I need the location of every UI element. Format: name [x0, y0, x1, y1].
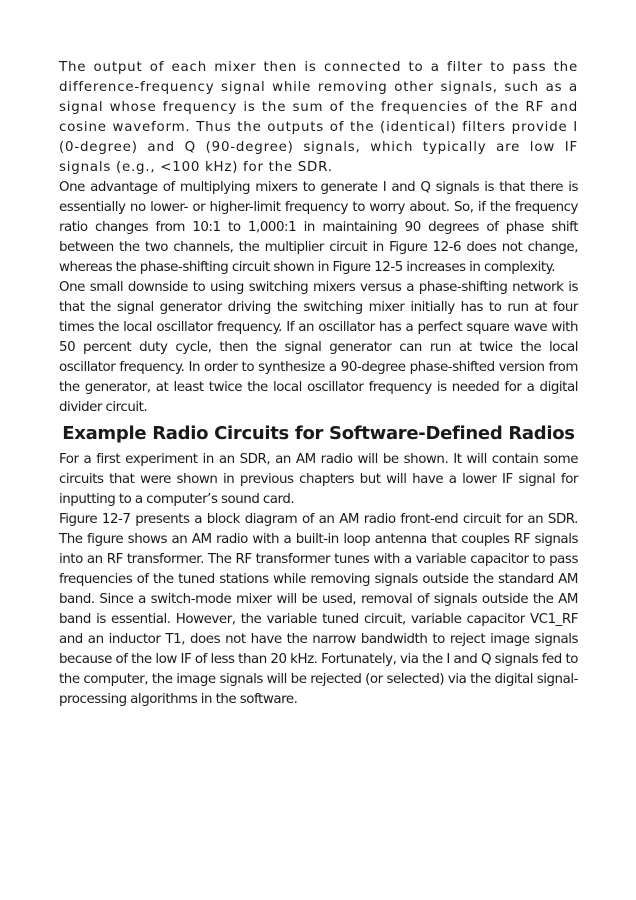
paragraph-am-radio-front-end: Figure 12-7 presents a block diagram of an AM radio front-end circuit for an SDR. The figure shows an AM radio with a built-in loop antenna that couples RF signals into an RF transformer. The RF transformer tunes with a variable capacitor to pass frequencies of the tuned stations while removing signals outside the standard AM band. Since a switch-mode mixer will be used, removal of signals outside the AM band is essential. However, the variable tuned circuit, variable capacitor VC1_RF and an inductor T1, does not have the narrow bandwidth to reject image signals because of the low IF of less than 20 kHz. Fortunately, via the I and Q signals fed to the computer, the image signals will be rejected (or selected) via the digital signal-processing algorithms in the software. — [59, 512, 578, 707]
paragraph-switching-mixers: One small downside to using switching mixers versus a phase-shifting network is that the signal generator driving the switching mixer initially has to run at four times the local oscillator frequency. If an oscillator has a perfect square wave with 50 percent duty cycle, then the signal generator can run at twice the local oscillator frequency. In order to synthesize a 90-degree phase-shifted version from the generator, at least twice the local oscillator frequency is needed for a digital divider circuit. — [59, 280, 578, 415]
paragraph-mixer-output: The output of each mixer then is connected to a filter to pass the difference-frequency signal while removing other signals, such as a signal whose frequency is the sum of the frequencies of the RF and cosine waveform. Thus the outputs of the (identical) filters provide I (0-degree) and Q (90-degree) signals, which typically are low IF signals (e.g., <100 kHz) for the SDR. — [59, 60, 578, 175]
paragraph-multiplying-mixers: One advantage of multiplying mixers to generate I and Q signals is that there is essentially no lower- or higher-limit frequency to worry about. So, if the frequency ratio changes from 10:1 to 1,000:1 in maintaining 90 degrees of phase shift between the two channels, the multiplier circuit in Figure 12-6 does not change, whereas the phase-shifting circuit shown in Figure 12-5 increases in complexity. — [59, 180, 578, 275]
paragraph-first-experiment: For a first experiment in an SDR, an AM radio will be shown. It will contain some circuits that were shown in previous chapters but will have a lower IF signal for inputting to a computer’s sound card. — [59, 452, 578, 507]
section-heading: Example Radio Circuits for Software-Defined Radios — [62, 423, 575, 444]
document-page — [59, 58, 578, 710]
